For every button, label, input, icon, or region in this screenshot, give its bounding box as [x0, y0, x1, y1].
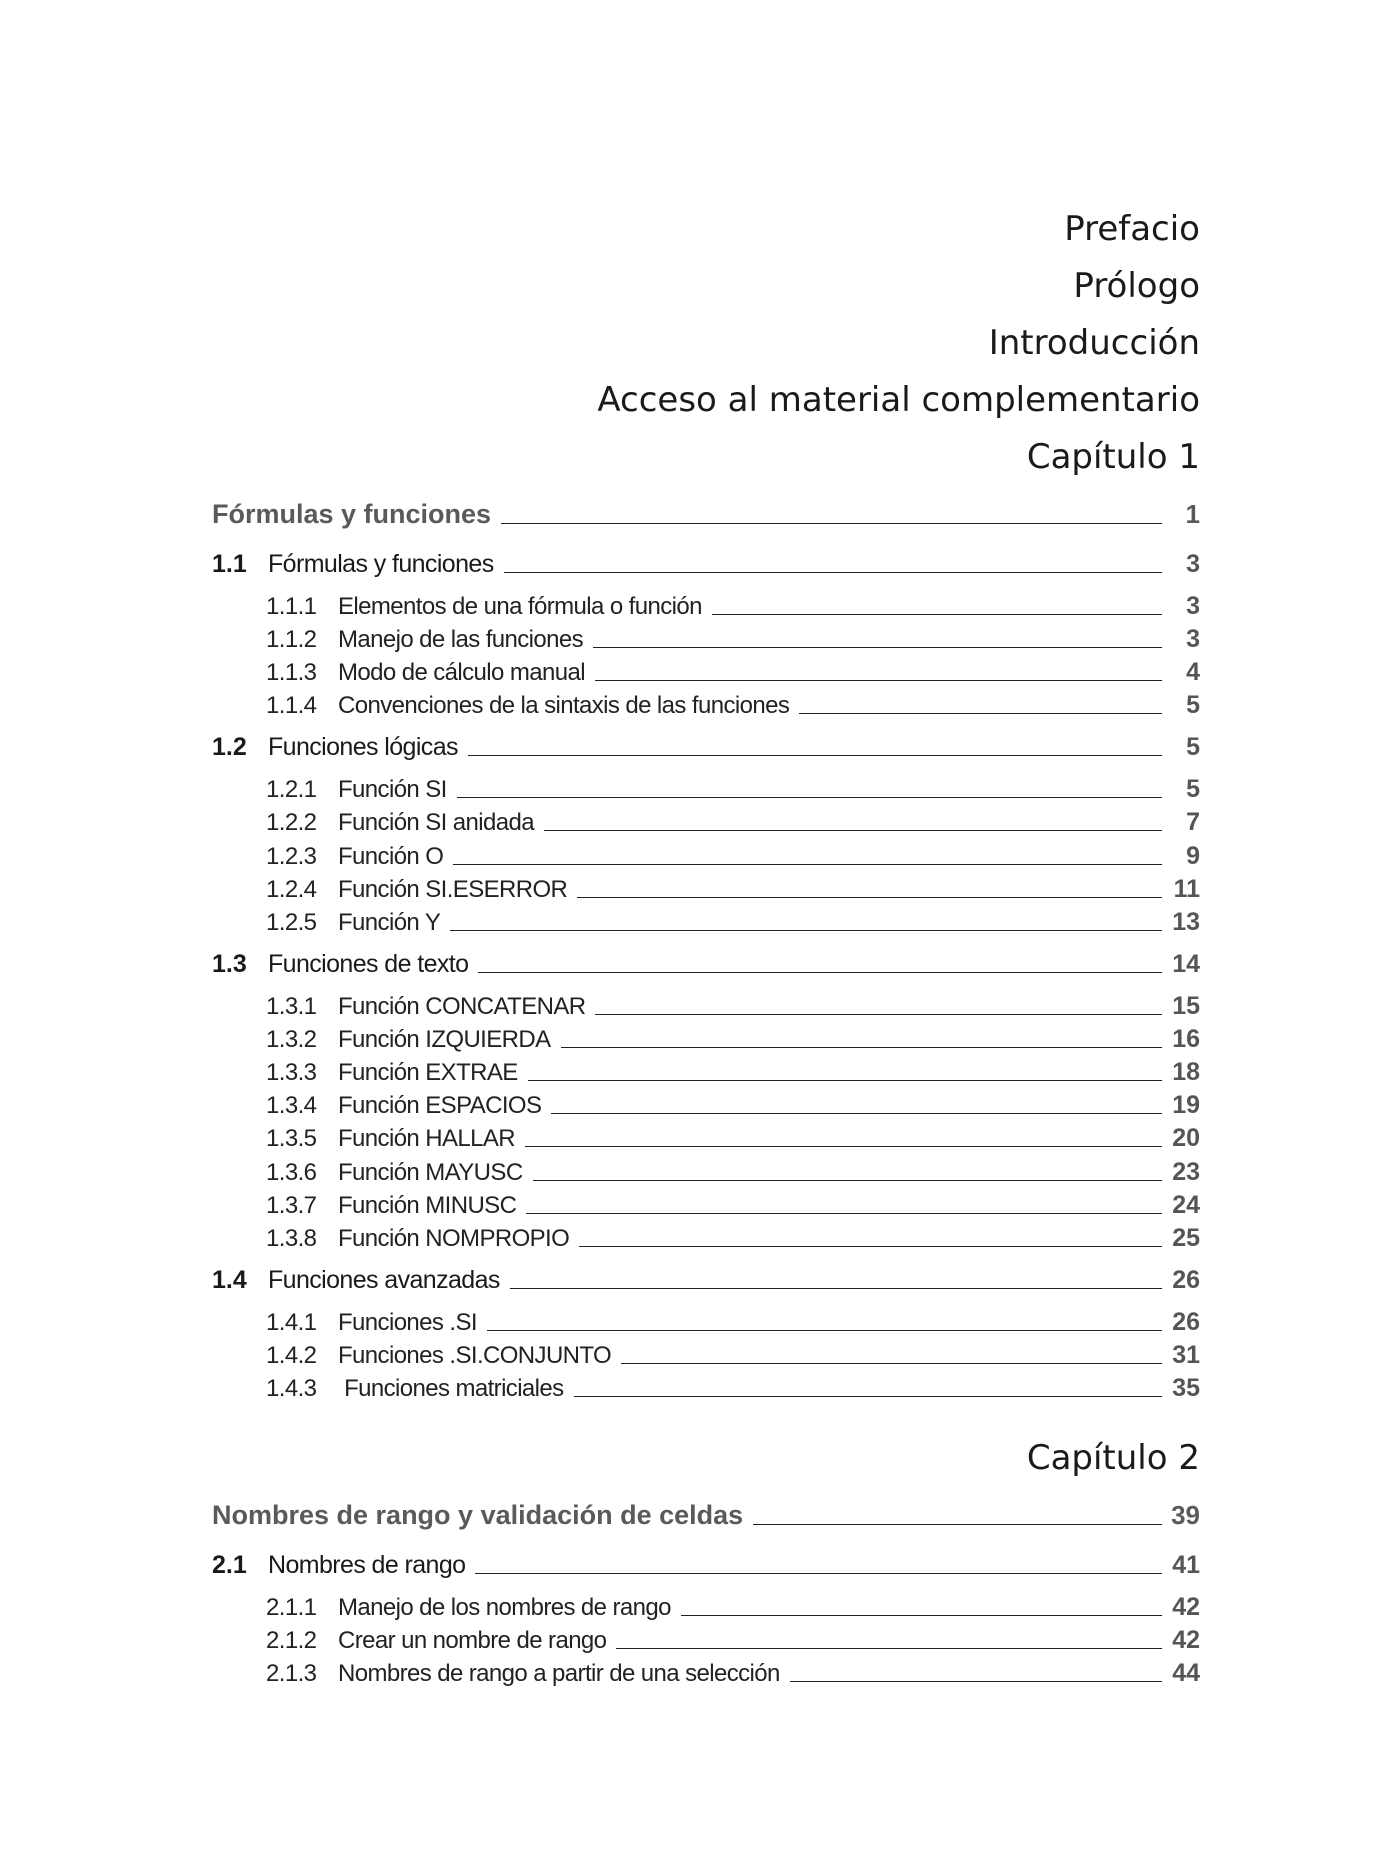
- entry-number: 1.4.1: [266, 1309, 317, 1336]
- leader-line: [681, 1615, 1162, 1616]
- leader-line: [790, 1681, 1162, 1682]
- entry-page: 44: [1172, 1659, 1200, 1687]
- toc-entry-1-3-2: [266, 1020, 1200, 1054]
- entry-title: Nombres de rango y validación de celdas: [212, 1500, 744, 1530]
- leader-line: [526, 1213, 1162, 1214]
- toc-entry-1-2-1: [266, 770, 1200, 804]
- leader-line: [510, 1288, 1162, 1289]
- entry-title: Función SI: [338, 776, 447, 803]
- entry-title: Fórmulas y funciones: [268, 550, 494, 578]
- leader-line: [475, 1573, 1162, 1574]
- entry-page: 15: [1172, 992, 1200, 1020]
- entry-page: 13: [1172, 908, 1200, 936]
- entry-page: 18: [1172, 1058, 1200, 1086]
- entry-number: 2.1.3: [266, 1660, 317, 1687]
- entry-page: 19: [1172, 1091, 1200, 1119]
- entry-number: 1.3.8: [266, 1225, 317, 1252]
- entry-title: Manejo de los nombres de rango: [338, 1594, 671, 1621]
- entry-number: 1.4.3: [266, 1375, 317, 1402]
- toc-entry-chapter-1: [212, 496, 1200, 530]
- leader-line: [577, 897, 1162, 898]
- entry-title: Funciones avanzadas: [268, 1266, 500, 1294]
- entry-page: 42: [1172, 1593, 1200, 1621]
- entry-title: Función Y: [338, 909, 441, 936]
- entry-title: Fórmulas y funciones: [212, 499, 492, 529]
- leader-line: [525, 1146, 1162, 1147]
- leader-line: [551, 1113, 1162, 1114]
- leader-line: [593, 647, 1162, 648]
- entry-title: Función NOMPROPIO: [338, 1225, 570, 1252]
- entry-number: 1.3: [212, 950, 247, 978]
- entry-title: Función SI anidada: [338, 809, 535, 836]
- toc-entry-1-3-8: [266, 1219, 1200, 1253]
- entry-title: Función ESPACIOS: [338, 1092, 542, 1119]
- entry-page: 35: [1172, 1374, 1200, 1402]
- toc-entry-1-1-3: [266, 653, 1200, 687]
- toc-entry-2-1-3: [266, 1654, 1200, 1688]
- entry-number: 1.3.7: [266, 1192, 317, 1219]
- entry-page: 42: [1172, 1626, 1200, 1654]
- entry-number: 1.4.2: [266, 1342, 317, 1369]
- leader-line: [533, 1180, 1162, 1181]
- leader-line: [453, 864, 1162, 865]
- entry-number: 1.3.4: [266, 1092, 317, 1119]
- entry-page: 3: [1186, 592, 1200, 620]
- leader-line: [574, 1396, 1162, 1397]
- entry-title: Función MINUSC: [338, 1192, 517, 1219]
- toc-entry-1-1-4: [266, 686, 1200, 720]
- entry-number: 1.2.2: [266, 809, 317, 836]
- front-acceso-material: Acceso al material complementario: [597, 380, 1200, 420]
- entry-number: 1.3.6: [266, 1159, 317, 1186]
- toc-entry-1-3-1: [266, 987, 1200, 1021]
- entry-page: 31: [1172, 1341, 1200, 1369]
- toc-entry-1-3: [212, 945, 1200, 979]
- entry-title: Funciones .SI: [338, 1309, 477, 1336]
- entry-number: 1.1.2: [266, 626, 317, 653]
- leader-line: [595, 680, 1162, 681]
- entry-page: 7: [1186, 808, 1200, 836]
- entry-number: 1.4: [212, 1266, 247, 1294]
- front-introduccion: Introducción: [988, 323, 1200, 363]
- chapter-2-label: Capítulo 2: [1026, 1438, 1200, 1478]
- toc-entry-1-4-3: [266, 1369, 1200, 1403]
- entry-number: 1.2.4: [266, 876, 317, 903]
- entry-number: 1.2: [212, 733, 247, 761]
- entry-number: 1.3.5: [266, 1125, 317, 1152]
- leader-line: [579, 1246, 1162, 1247]
- leader-line: [504, 572, 1162, 573]
- leader-line: [501, 523, 1162, 524]
- entry-number: 2.1.2: [266, 1627, 317, 1654]
- entry-page: 26: [1172, 1266, 1200, 1294]
- entry-page: 3: [1186, 625, 1200, 653]
- toc-entry-1-1: [212, 545, 1200, 579]
- entry-page: 16: [1172, 1025, 1200, 1053]
- leader-line: [450, 930, 1162, 931]
- toc-entry-1-3-7: [266, 1186, 1200, 1220]
- entry-title: Crear un nombre de rango: [338, 1627, 607, 1654]
- entry-number: 1.1.3: [266, 659, 317, 686]
- toc-entry-chapter-2: [212, 1497, 1200, 1531]
- entry-title: Convenciones de la sintaxis de las funciones: [338, 692, 790, 719]
- entry-number: 2.1: [212, 1551, 247, 1579]
- leader-line: [616, 1648, 1162, 1649]
- entry-number: 1.3.1: [266, 993, 317, 1020]
- entry-number: 1.3.3: [266, 1059, 317, 1086]
- entry-title: Nombres de rango: [268, 1551, 466, 1579]
- entry-title: Función IZQUIERDA: [338, 1026, 551, 1053]
- leader-line: [753, 1524, 1162, 1525]
- entry-title: Manejo de las funciones: [338, 626, 584, 653]
- front-prefacio: Prefacio: [1064, 209, 1200, 249]
- toc-entry-1-4: [212, 1261, 1200, 1295]
- entry-number: 1.2.3: [266, 843, 317, 870]
- leader-line: [478, 972, 1162, 973]
- entry-title: Modo de cálculo manual: [338, 659, 585, 686]
- leader-line: [457, 797, 1162, 798]
- entry-title: Funciones .SI.CONJUNTO: [338, 1342, 612, 1369]
- entry-title: Nombres de rango a partir de una selección: [338, 1660, 780, 1687]
- entry-title: Funciones de texto: [268, 950, 469, 978]
- entry-page: 5: [1186, 691, 1200, 719]
- toc-entry-1-4-1: [266, 1303, 1200, 1337]
- entry-title: Función CONCATENAR: [338, 993, 586, 1020]
- entry-page: 14: [1172, 950, 1200, 978]
- toc-entry-1-2-3: [266, 837, 1200, 871]
- toc-entry-1-2-4: [266, 870, 1200, 904]
- entry-title: Funciones matriciales: [338, 1375, 564, 1402]
- entry-page: 39: [1171, 1500, 1200, 1530]
- leader-line: [487, 1330, 1162, 1331]
- toc-entry-1-2-2: [266, 803, 1200, 837]
- entry-page: 5: [1186, 775, 1200, 803]
- entry-title: Funciones lógicas: [268, 733, 458, 761]
- entry-title: Función MAYUSC: [338, 1159, 523, 1186]
- entry-page: 20: [1172, 1124, 1200, 1152]
- entry-page: 23: [1172, 1158, 1200, 1186]
- leader-line: [595, 1014, 1162, 1015]
- leader-line: [712, 614, 1162, 615]
- chapter-1-label: Capítulo 1: [1026, 437, 1200, 477]
- entry-page: 11: [1173, 875, 1200, 903]
- toc-entry-1-3-3: [266, 1053, 1200, 1087]
- toc-entry-1-3-5: [266, 1119, 1200, 1153]
- leader-line: [561, 1047, 1162, 1048]
- leader-line: [544, 830, 1162, 831]
- toc-entry-1-1-1: [266, 587, 1200, 621]
- entry-number: 1.1.4: [266, 692, 317, 719]
- leader-line: [468, 755, 1162, 756]
- entry-number: 1.2.5: [266, 909, 317, 936]
- leader-line: [621, 1363, 1162, 1364]
- toc-entry-1-3-6: [266, 1153, 1200, 1187]
- entry-title: Función SI.ESERROR: [338, 876, 568, 903]
- toc-entry-2-1-2: [266, 1621, 1200, 1655]
- entry-page: 24: [1172, 1191, 1200, 1219]
- entry-number: 1.2.1: [266, 776, 317, 803]
- entry-page: 41: [1172, 1551, 1200, 1579]
- entry-title: Función EXTRAE: [338, 1059, 518, 1086]
- entry-page: 5: [1186, 733, 1200, 761]
- entry-page: 9: [1186, 842, 1200, 870]
- entry-title: Función HALLAR: [338, 1125, 516, 1152]
- entry-title: Función O: [338, 843, 444, 870]
- toc-entry-1-4-2: [266, 1336, 1200, 1370]
- front-prologo: Prólogo: [1073, 266, 1200, 306]
- toc-entry-2-1-1: [266, 1588, 1200, 1622]
- entry-page: 3: [1186, 550, 1200, 578]
- entry-number: 1.1: [212, 550, 247, 578]
- toc-entry-1-2: [212, 728, 1200, 762]
- toc-entry-1-3-4: [266, 1086, 1200, 1120]
- entry-number: 2.1.1: [266, 1594, 317, 1621]
- toc-entry-2-1: [212, 1546, 1200, 1580]
- toc-entry-1-1-2: [266, 620, 1200, 654]
- entry-page: 25: [1172, 1224, 1200, 1252]
- entry-page: 1: [1185, 499, 1200, 529]
- entry-page: 26: [1172, 1308, 1200, 1336]
- entry-number: 1.3.2: [266, 1026, 317, 1053]
- entry-number: 1.1.1: [266, 593, 317, 620]
- entry-page: 4: [1186, 658, 1200, 686]
- toc-entry-1-2-5: [266, 903, 1200, 937]
- entry-title: Elementos de una fórmula o función: [338, 593, 702, 620]
- leader-line: [528, 1080, 1162, 1081]
- leader-line: [799, 713, 1162, 714]
